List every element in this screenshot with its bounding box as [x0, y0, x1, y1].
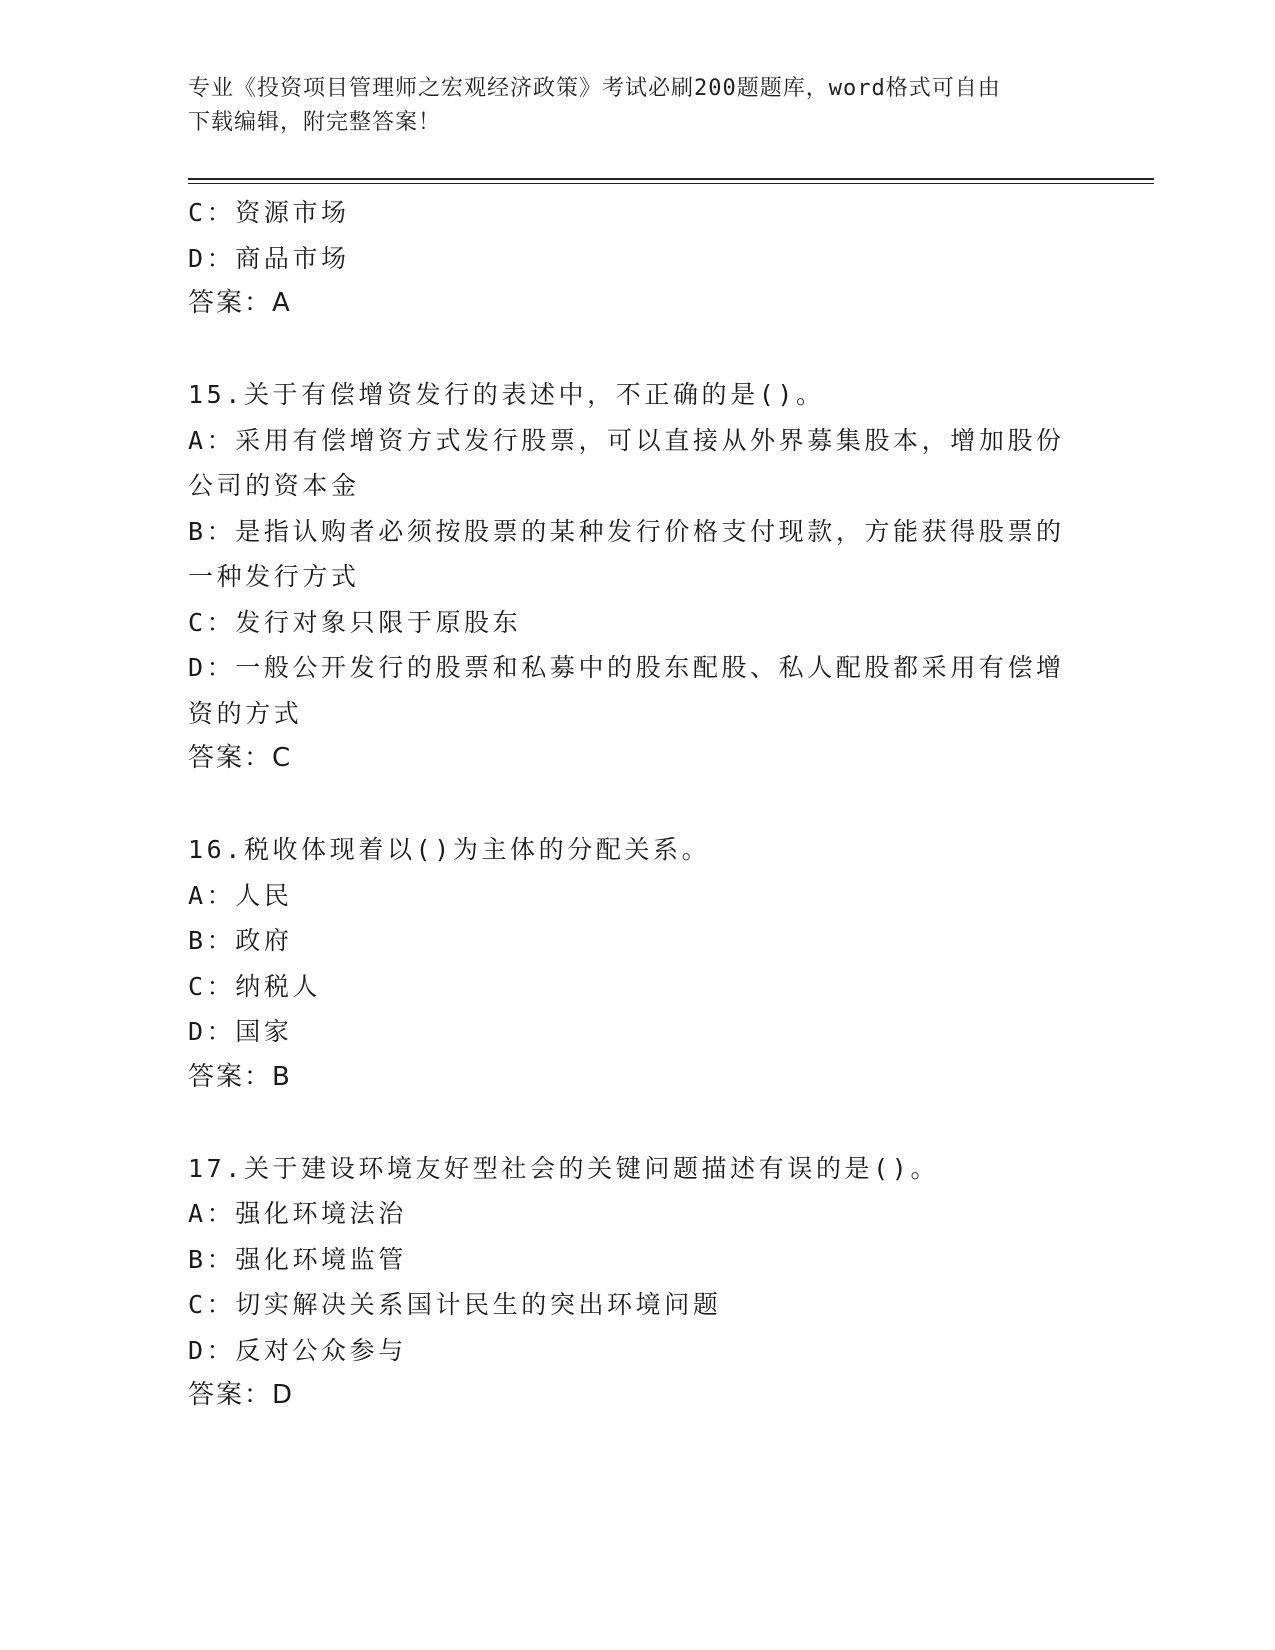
header-divider-thin — [188, 183, 1154, 184]
header-divider-thick — [188, 178, 1154, 180]
option-c: C：切实解决关系国计民生的突出环境问题 — [188, 1290, 722, 1319]
option-d: D：国家 — [188, 1017, 293, 1046]
spacer — [188, 1100, 1088, 1146]
header-line-2: 下载编辑，附完整答案！ — [188, 110, 442, 135]
option-a: A：采用有偿增资方式发行股票，可以直接从外界募集股本，增加股份 — [188, 425, 1065, 455]
spacer — [188, 327, 1088, 373]
answer: 答案：A — [188, 288, 292, 318]
question-stem: 15.关于有偿增资发行的表述中，不正确的是()。 — [188, 380, 825, 409]
answer: 答案：D — [188, 1380, 295, 1410]
option-a: A：人民 — [188, 880, 293, 910]
option-b: B：强化环境监管 — [188, 1244, 407, 1274]
option-c: C：资源市场 — [188, 198, 350, 227]
answer: 答案：C — [188, 743, 293, 773]
option-d: D：反对公众参与 — [188, 1335, 407, 1365]
option-a: A：强化环境法治 — [188, 1199, 407, 1228]
option-a-continued: 公司的资本金 — [188, 471, 360, 500]
option-b: B：政府 — [188, 926, 293, 955]
option-d-continued: 资的方式 — [188, 698, 303, 728]
document-content — [188, 190, 1088, 1419]
option-c: C：纳税人 — [188, 971, 322, 1001]
spacer — [188, 782, 1088, 828]
option-c: C：发行对象只限于原股东 — [188, 607, 522, 637]
question-stem: 16.税收体现着以()为主体的分配关系。 — [188, 835, 711, 864]
option-b: B：是指认购者必须按股票的某种发行价格支付现款，方能获得股票的 — [188, 516, 1065, 546]
answer: 答案：B — [188, 1061, 292, 1092]
question-stem: 17.关于建设环境友好型社会的关键问题描述有误的是()。 — [188, 1153, 940, 1183]
header-line-1: 专业《投资项目管理师之宏观经济政策》考试必刷200题题库，word格式可自由 — [188, 76, 1001, 101]
document-header — [188, 72, 1088, 140]
option-b-continued: 一种发行方式 — [188, 562, 360, 591]
option-d: D：一般公开发行的股票和私募中的股东配股、私人配股都采用有偿增 — [188, 653, 1065, 682]
option-d: D：商品市场 — [188, 243, 350, 273]
